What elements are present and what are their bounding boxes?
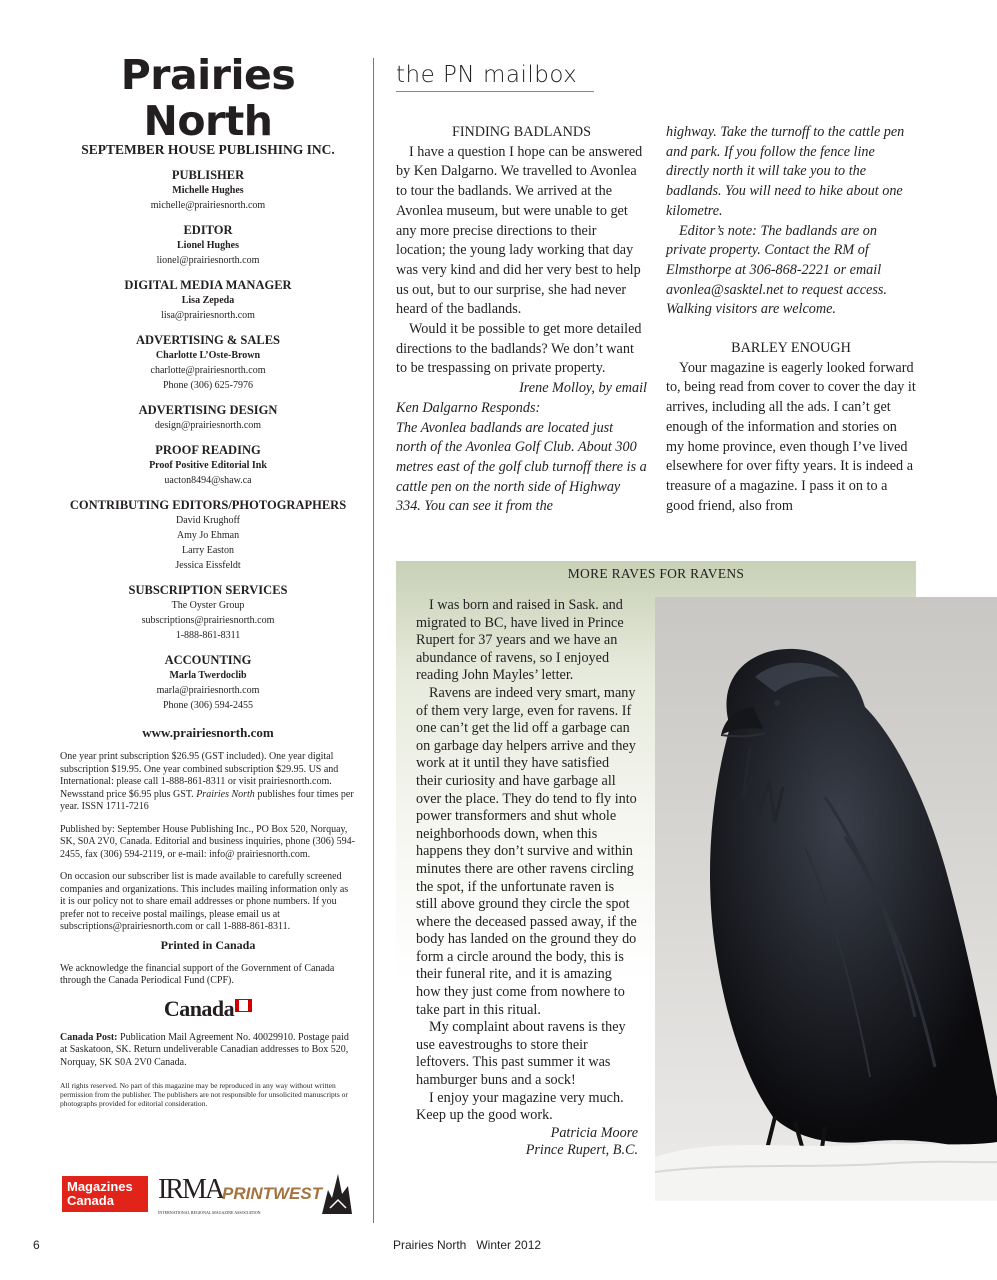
letter-paragraph: Ravens are indeed very smart, many of them very large, even for ravens. If one can’t get the lid off a garbage can on garbage day helpers arrive and they work at it until they have satisfied their curiosity and have garbage all over the place. They do tend to fly into power transformers and shut whole neighborhoods down, when this happens they don’t survive and within minutes there are other ravens circling the spot, if the unfortunate raven is still above ground they circle the spot where the deceased passed away, if the body has landed on the ground they do form a circle around the body, this is their funeral rite, and it is amazing how they just come from nowhere to take part in this ritual. <box>416 684 637 1018</box>
canada-wordmark-text: Canada <box>163 995 235 1021</box>
section-heading: the PN mailbox <box>396 62 594 92</box>
page-number: 6 <box>33 1238 40 1252</box>
letter-paragraph: I have a question I hope can be answered by Ken Dalgarno. We travelled to Avonlea to tour the badlands. We arrived at the Avonlea museum, but were unable to get any more precise directions to their location; the young lady working that day was very kind and did her very best to help us out, but to our surprise, she had never heard of the badlands. <box>396 143 643 318</box>
letter-paragraph: I was born and raised in Sask. and migrated to BC, have lived in Prince Rupert for 37 years and we have an abundance of ravens, so I enjoyed reading John Mayles’ letter. <box>416 597 624 684</box>
publisher-company: SEPTEMBER HOUSE PUBLISHING INC. <box>81 142 335 157</box>
role-subscription-services <box>60 583 356 643</box>
role-phone: 1-888-861-8311 <box>175 630 241 641</box>
canada-wordmark-logo <box>60 996 356 1022</box>
role-advertising-sales <box>60 333 356 393</box>
editor-note: Editor’s note: The badlands are on private property. Contact the RM of Elmsthorpe at 306-868-2221 or email avonlea@sasktel.net to request access. Walking visitors are welcome. <box>666 222 887 318</box>
masthead-title: Prairies North <box>120 51 296 145</box>
role-company: The Oyster Group <box>171 600 245 611</box>
letter-paragraph: Your magazine is eagerly looked forward to, being read from cover to cover the day it arrives, including all the ads. I can’t get enough of the information and stories on my home province, even though I’ve lived elsewhere for over fifty years. It is indeed a treasure of a magazine. I pass it on to a good friend, also from <box>666 359 916 514</box>
role-email: michelle@prairiesnorth.com <box>150 200 266 211</box>
letter-title: MORE RAVES FOR RAVENS <box>567 566 745 581</box>
subscription-tail: publishes four times per year. ISSN 1711-7216 <box>60 788 354 812</box>
role-proof-reading <box>60 443 356 488</box>
footer-issue: Prairies North Winter 2012 <box>393 1238 542 1252</box>
role-title: ACCOUNTING <box>164 653 252 667</box>
contributor-name: Amy Jo Ehman <box>176 530 240 541</box>
role-email: lionel@prairiesnorth.com <box>156 255 260 266</box>
letter-more-raves-for-ravens <box>416 597 638 1160</box>
published-by: Published by: September House Publishing Inc., PO Box 520, Norquay, SK, S0A 2V0, Canada. Editorial and business inquiries, phone (306) 594-2455, fax (306) 594-2119, or e-mail: info@ prairiesnorth.com. <box>60 823 355 860</box>
role-accounting <box>60 653 356 713</box>
letter-signature: Patricia Moore <box>550 1124 638 1141</box>
role-email: lisa@prairiesnorth.com <box>161 310 255 321</box>
magazines-canada-line2: Canada <box>67 1193 114 1208</box>
website-link[interactable]: www.prairiesnorth.com <box>142 725 274 740</box>
role-phone: Phone (306) 594-2455 <box>163 700 253 711</box>
role-title: DIGITAL MEDIA MANAGER <box>124 278 292 292</box>
role-title: SUBSCRIPTION SERVICES <box>128 583 288 597</box>
role-email: design@prairiesnorth.com <box>154 420 262 431</box>
role-editor <box>60 223 356 268</box>
role-name: Lionel Hughes <box>177 240 239 251</box>
printwest-mark-icon <box>318 1170 354 1216</box>
letter-paragraph: My complaint about ravens is they use eavestroughs to store their leftovers. This past summer it was hamburger buns and a sock! <box>416 1019 626 1089</box>
role-name: Michelle Hughes <box>172 185 244 196</box>
rights-notice: All rights reserved. No part of this magazine may be reproduced in any way without written permission from the publisher. The publishers are not responsible for unsolicited manuscripts or photographs provided for editorial consideration. <box>60 1081 348 1108</box>
funding-acknowledgement: We acknowledge the financial support of the Government of Canada through the Canada Periodical Fund (CPF). <box>60 962 335 986</box>
letter-column-right <box>666 123 916 516</box>
raven-photo <box>655 597 997 1201</box>
response-text-part2: highway. Take the turnoff to the cattle pen and park. If you follow the fence line directly north it will take you to the badlands. You will need to hike about one kilometre. <box>666 124 905 219</box>
response-text-part1: The Avonlea badlands are located just north of the Avonlea Golf Club. About 300 metres east of the golf club turnoff there is a cattle pen on the north side of Highway 334. You can see it from the <box>396 419 647 515</box>
letter-signature: Irene Molloy, by email <box>519 380 647 397</box>
role-name: Charlotte L’Oste-Brown <box>155 350 261 361</box>
role-title: PROOF READING <box>155 443 261 457</box>
role-title: PUBLISHER <box>171 168 245 182</box>
letter-title: FINDING BADLANDS <box>451 124 592 140</box>
subscription-text: One year print subscription $26.95 (GST included). One year digital subscription $19.95. One year combined subscription $29.95. US and International: please call 1-888-861-8311 or visit prairiesnorth.com. Newsstand price $6.95 plus GST. <box>60 751 339 800</box>
role-name: Proof Positive Editorial Ink <box>149 460 267 471</box>
role-title: ADVERTISING DESIGN <box>138 403 278 417</box>
role-title: EDITOR <box>183 223 233 237</box>
contributor-name: Larry Easton <box>182 545 234 556</box>
sponsor-logos <box>62 1170 362 1220</box>
role-contributing-editors <box>60 498 356 573</box>
role-email: marla@prairiesnorth.com <box>156 685 260 696</box>
subscriber-list-notice: On occasion our subscriber list is made available to carefully screened companies and organizations. This includes mailing information only as it is our policy not to share email addresses or phone numbers. If you prefer not to receive postal mailings, please email us at subscriptions@prairiesnorth.com or call 1-888-861-8311. <box>60 871 349 932</box>
role-phone: Phone (306) 625-7976 <box>163 380 253 391</box>
role-email: subscriptions@prairiesnorth.com <box>141 615 275 626</box>
canada-post-text: Publication Mail Agreement No. 40029910. Postage paid at Saskatoon, SK. Return undeliverable Canadian addresses to Box 520, Norquay, SK S0A 2V0 Canada. <box>60 1031 349 1068</box>
role-publisher <box>60 168 356 213</box>
role-name: Marla Twerdoclib <box>169 670 247 681</box>
irma-logo: IRMA <box>158 1174 224 1205</box>
letter-signature-location: Prince Rupert, B.C. <box>525 1142 638 1159</box>
role-email: uacton8494@shaw.ca <box>164 475 252 486</box>
letter-paragraph: Would it be possible to get more detailed directions to the badlands? We don’t want to be trespassing on private property. <box>396 321 642 377</box>
letter-paragraph: I enjoy your magazine very much. Keep up the good work. <box>416 1089 624 1124</box>
letter-finding-badlands <box>396 123 647 517</box>
magazines-canada-line1: Magazines <box>67 1179 133 1194</box>
subscription-italic: Prairies North <box>196 788 255 800</box>
canada-flag-icon <box>235 999 252 1012</box>
printwest-logo: PRINTWEST <box>222 1184 323 1203</box>
role-email: charlotte@prairiesnorth.com <box>150 365 266 376</box>
column-divider <box>373 58 374 1223</box>
contributor-name: David Krughoff <box>176 515 240 526</box>
role-title: CONTRIBUTING EDITORS/PHOTOGRAPHERS <box>69 498 347 512</box>
irma-subtitle: INTERNATIONAL REGIONAL MAGAZINE ASSOCIATION <box>158 1210 261 1215</box>
contributor-name: Jessica Eissfeldt <box>175 560 241 571</box>
role-name: Lisa Zepeda <box>181 295 235 306</box>
role-advertising-design <box>60 403 356 433</box>
role-title: ADVERTISING & SALES <box>135 333 281 347</box>
magazines-canada-logo <box>62 1176 148 1212</box>
masthead <box>60 52 356 1108</box>
canada-post-label: Canada Post: <box>60 1031 118 1043</box>
response-heading: Ken Dalgarno Responds: <box>396 399 541 416</box>
subscription-info <box>60 751 356 814</box>
letter-title: BARLEY ENOUGH <box>731 340 851 357</box>
printed-in-canada: Printed in Canada <box>160 937 256 952</box>
role-digital-media <box>60 278 356 323</box>
canada-post-info <box>60 1032 356 1070</box>
